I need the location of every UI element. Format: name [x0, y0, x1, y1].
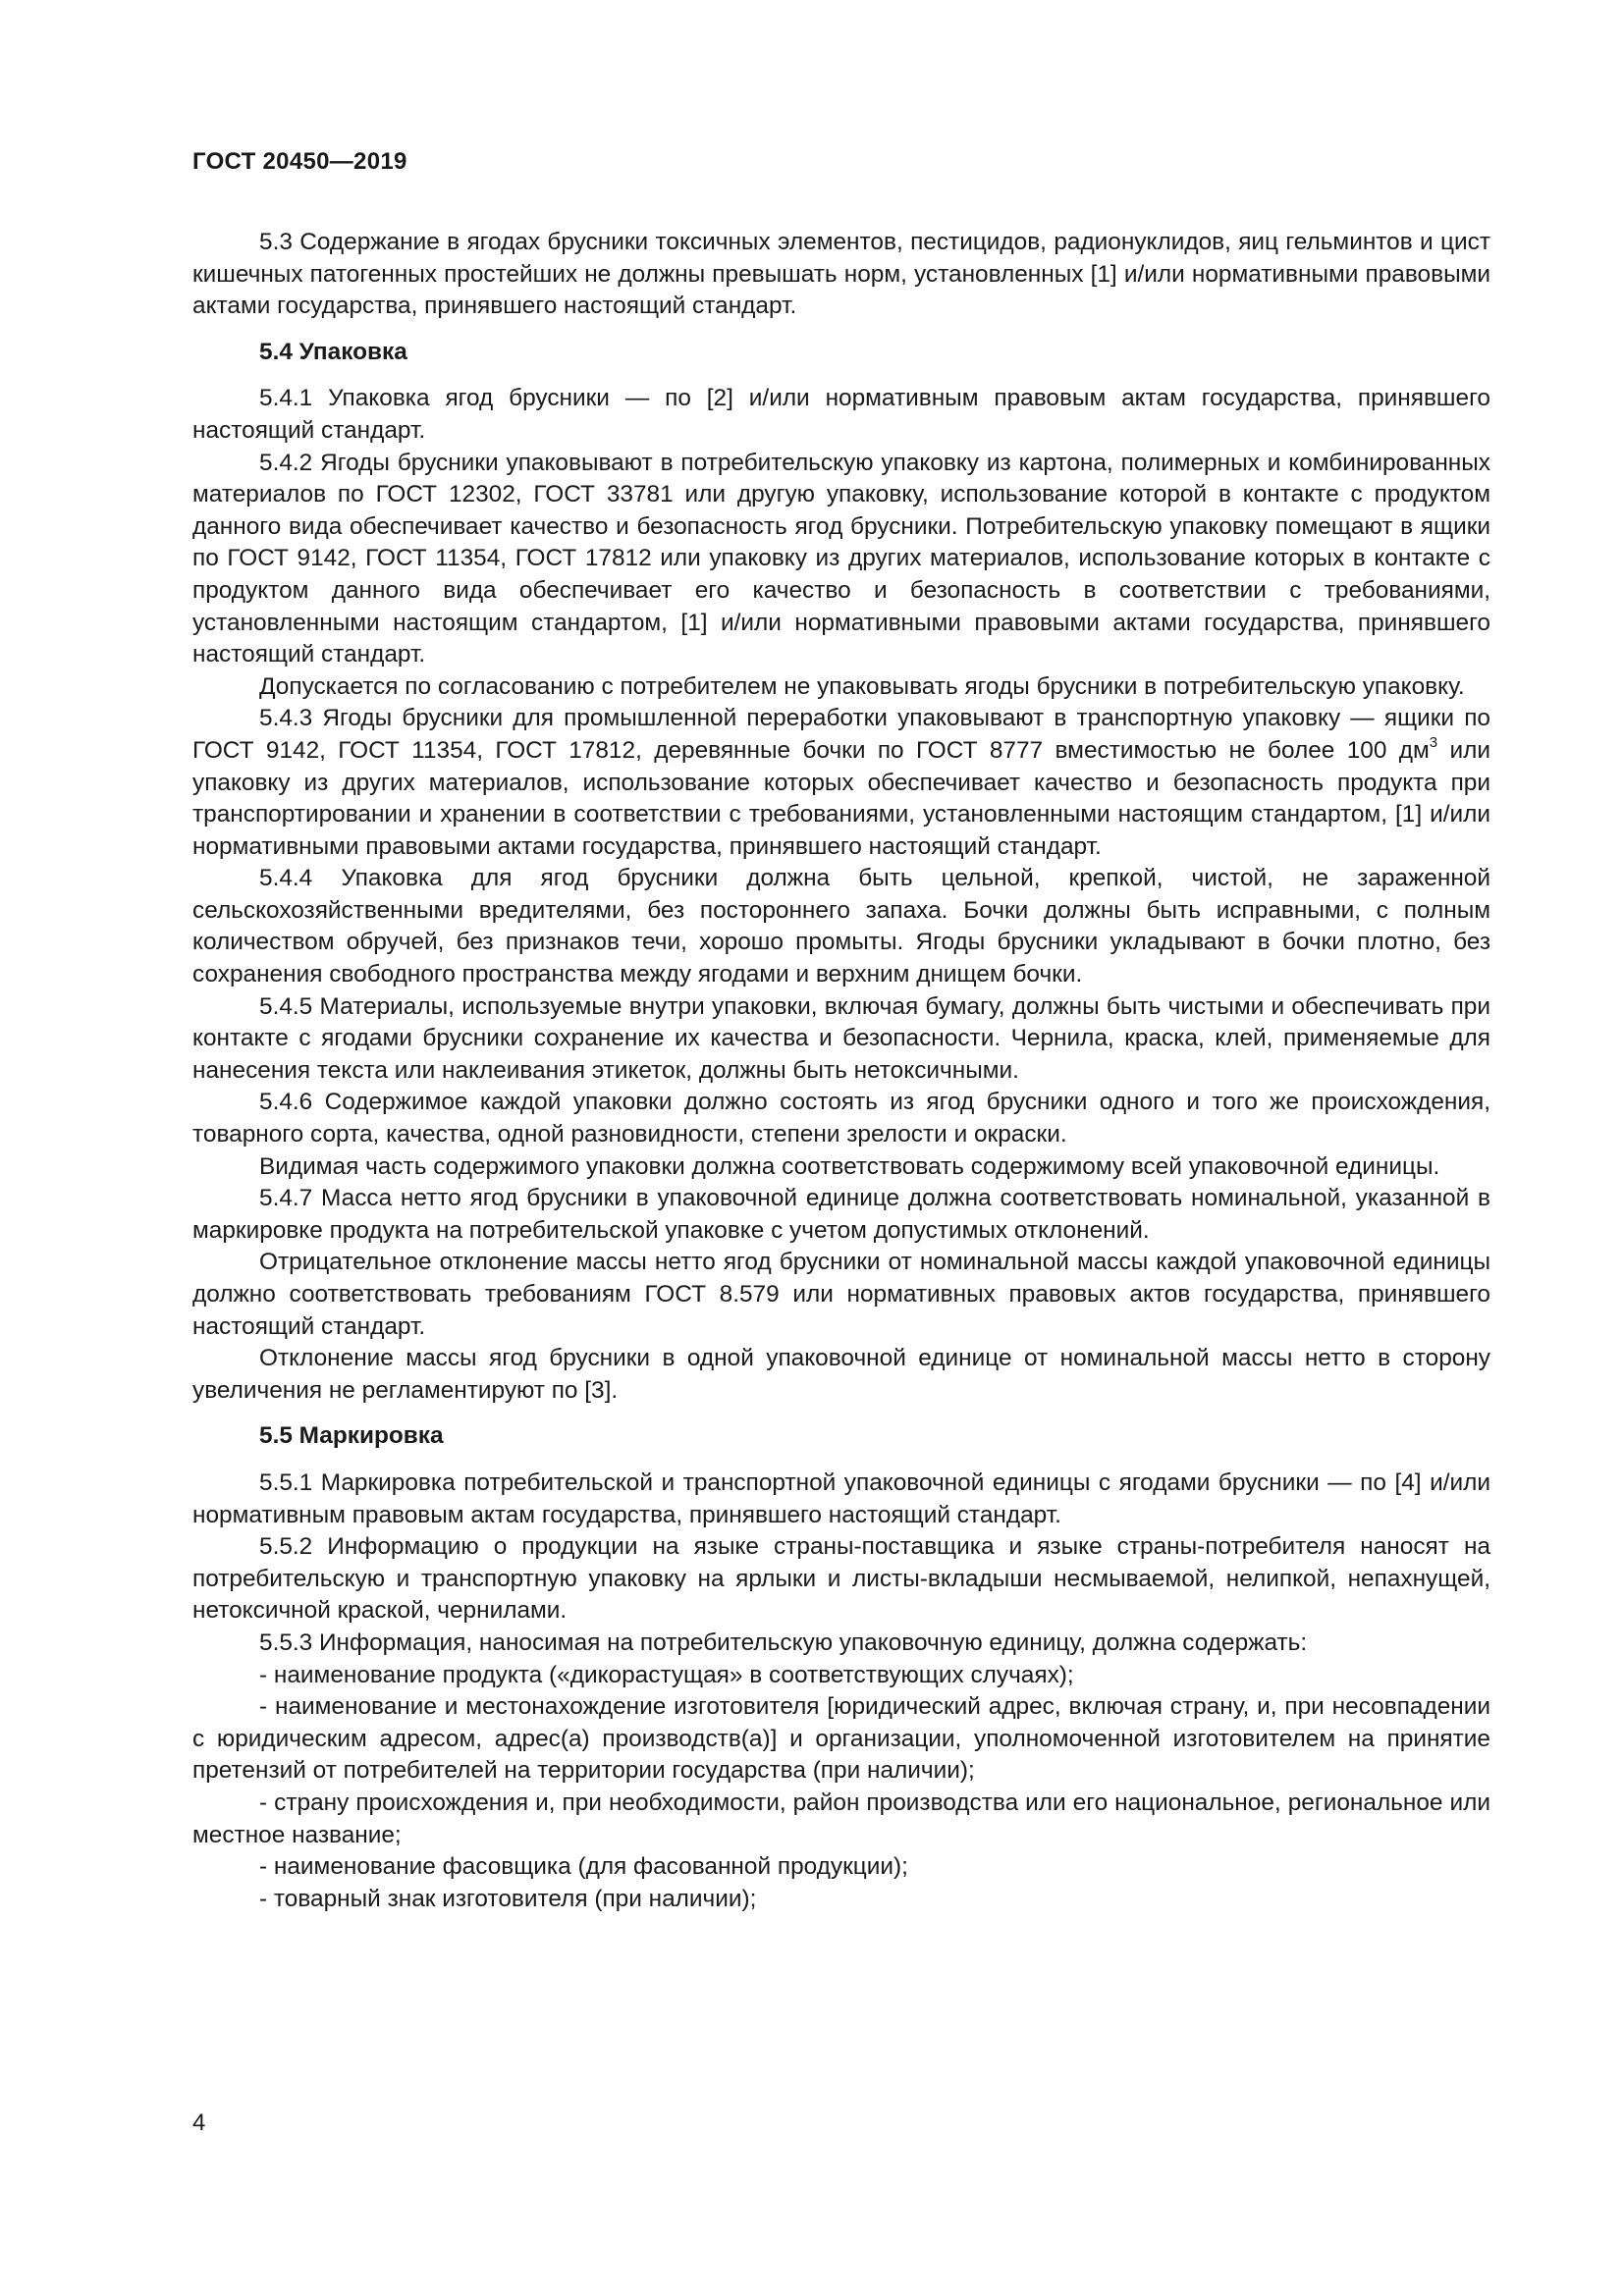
paragraph-5-4-1: 5.4.1 Упаковка ягод брусники — по [2] и/или нормативным правовым актам государства, принявшего настоящий стандарт.: [192, 385, 1490, 444]
paragraph-5-4-2: 5.4.2 Ягоды брусники упаковывают в потребительскую упаковку из картона, полимерных и комбинированных материалов по ГОСТ 12302, ГОСТ 33781 или другую упаковку, использование которой в контакте с продуктом данного вида обеспечивает качество и безопасность ягод брусники. Потребительскую упаковку помещают в ящики по ГОСТ 9142, ГОСТ 11354, ГОСТ 17812 или упаковку из других материалов, использование которых в контакте с продуктом данного вида обеспечивает его качество и безопасность в соответствии с требованиями, установленными настоящим стандартом, [1] и/или нормативными правовыми актами государства, принявшего настоящий стандарт.: [192, 449, 1490, 668]
document-body: [192, 227, 1490, 1915]
document-header: ГОСТ 20450—2019: [192, 148, 407, 175]
paragraph-5-3: 5.3 Содержание в ягодах брусники токсичных элементов, пестицидов, радионуклидов, яиц гельминтов и цист кишечных патогенных простейших не должны превышать норм, установленных [1] и/или нормативными правовыми актами государства, принявшего настоящий стандарт.: [192, 229, 1490, 320]
paragraph-5-4-7-continued: Отрицательное отклонение массы нетто ягод брусники от номинальной массы каждой упаковочной единицы должно соответствовать требованиям ГОСТ 8.579 или нормативных правовых актов государства, принявшего настоящий стандарт.: [192, 1249, 1490, 1340]
paragraph-5-5-3: 5.5.3 Информация, наносимая на потребительскую упаковочную единицу, должна содержать:: [259, 1629, 1308, 1656]
list-item: - наименование продукта («дикорастущая» в соответствующих случаях);: [259, 1661, 1074, 1688]
paragraph-5-5-1: 5.5.1 Маркировка потребительской и транспортной упаковочной единицы с ягодами брусники — по [4] и/или нормативным правовым актам государства, принявшего настоящий стандарт.: [192, 1468, 1490, 1528]
paragraph-5-5-2: 5.5.2 Информацию о продукции на языке страны-поставщика и языке страны-потребителя наносят на потребительскую и транспортную упаковку на ярлыки и листы-вкладыши несмываемой, нелипкой, непахнущей, нетоксичной краской, чернилами.: [192, 1533, 1490, 1625]
paragraph-5-4-7: 5.4.7 Масса нетто ягод брусники в упаковочной единице должна соответствовать номинальной, указанной в маркировке продукта на потребительской упаковке с учетом допустимых отклонений.: [192, 1185, 1490, 1244]
list-item: - страну происхождения и, при необходимости, район производства или его национальное, региональное или местное название;: [192, 1789, 1490, 1848]
section-heading-5-5: 5.5 Маркировка: [259, 1422, 444, 1450]
paragraph-5-4-3: [192, 703, 1490, 863]
list-item: - наименование и местонахождение изготовителя [юридический адрес, включая страну, и, при несовпадении с юридическим адресом, адрес(а) производств(а)] и организации, уполномоченной изготовителем на принятие претензий от потребителей на территории государства (при наличии);: [192, 1693, 1490, 1785]
paragraph-5-4-6: 5.4.6 Содержимое каждой упаковки должно состоять из ягод брусники одного и того же происхождения, товарного сорта, качества, одной разновидности, степени зрелости и окраски.: [192, 1089, 1490, 1148]
paragraph-5-4-6-continued: Видимая часть содержимого упаковки должна соответствовать содержимому всей упаковочной единицы.: [259, 1152, 1440, 1180]
paragraph-5-4-4: 5.4.4 Упаковка для ягод брусники должна быть цельной, крепкой, чистой, не зараженной сельскохозяйственными вредителями, без постороннего запаха. Бочки должны быть исправными, с полным количеством обручей, без признаков течи, хорошо промыты. Ягоды брусники укладывают в бочки плотно, без сохранения свободного пространства между ягодами и верхним днищем бочки.: [192, 865, 1490, 988]
document-page: [192, 147, 1490, 1915]
page-number: 4: [192, 2109, 206, 2136]
superscript-cubic: 3: [1429, 733, 1438, 751]
paragraph-5-4-3-part-2: или упаковку из других материалов, использование которых обеспечивает качество и безопасность продукта при транспортировании и хранении в соответствии с требованиями, установленными настоящим стандартом, [1] и/или нормативными правовыми актами государства, принявшего настоящий стандарт.: [192, 736, 1490, 860]
section-heading-5-4: 5.4 Упаковка: [259, 338, 407, 365]
paragraph-5-4-2-continued: Допускается по согласованию с потребителем не упаковывать ягоды брусники в потребительскую упаковку.: [259, 672, 1465, 700]
paragraph-5-4-3-part-1: 5.4.3 Ягоды брусники для промышленной переработки упаковывают в транспортную упаковку — ящики по ГОСТ 9142, ГОСТ 11354, ГОСТ 17812, деревянные бочки по ГОСТ 8777 вместимостью не более 100 дм: [192, 705, 1490, 764]
list-item: - товарный знак изготовителя (при наличии);: [259, 1885, 757, 1912]
paragraph-5-4-7-continued-2: Отклонение массы ягод брусники в одной упаковочной единице от номинальной массы нетто в сторону увеличения не регламентируют по [3].: [192, 1345, 1490, 1404]
list-item: - наименование фасовщика (для фасованной продукции);: [259, 1853, 908, 1881]
paragraph-5-4-5: 5.4.5 Материалы, используемые внутри упаковки, включая бумагу, должны быть чистыми и обеспечивать при контакте с ягодами брусники сохранение их качества и безопасности. Чернила, краска, клей, применяемые для нанесения текста или наклеивания этикеток, должны быть нетоксичными.: [192, 992, 1490, 1084]
